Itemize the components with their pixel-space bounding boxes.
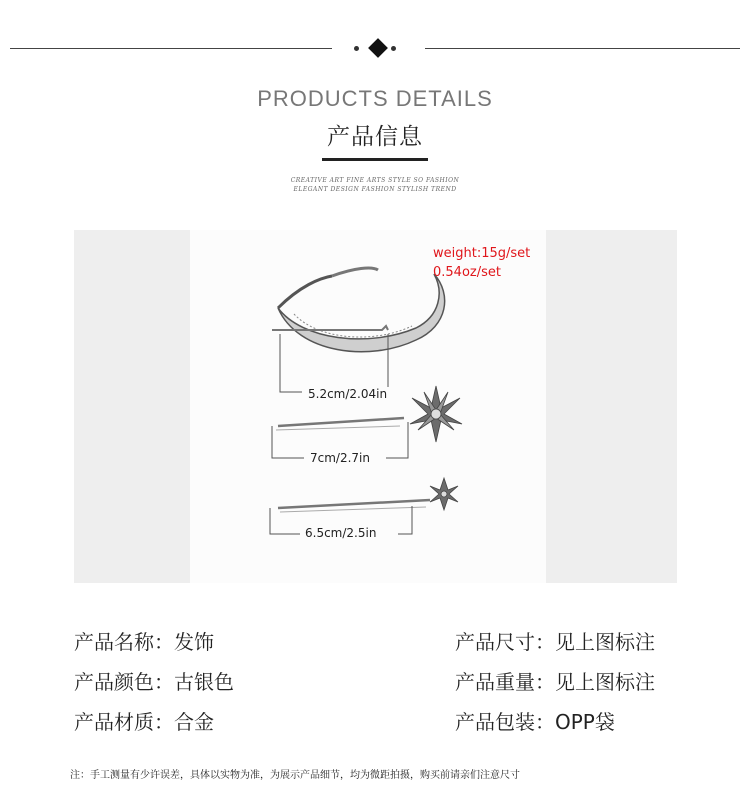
page-title-english: PRODUCTS DETAILS bbox=[257, 86, 493, 111]
divider-line-left bbox=[10, 48, 332, 49]
spec-value: OPP袋 bbox=[555, 710, 615, 734]
weight-label-grams: weight:15g/set bbox=[433, 246, 531, 261]
spec-label: 产品颜色： bbox=[74, 670, 174, 694]
weight-label-ounces: 0.54oz/set bbox=[433, 265, 501, 280]
spec-label: 产品尺寸： bbox=[455, 630, 555, 654]
divider-dot-right bbox=[391, 46, 396, 51]
spec-value: 见上图标注 bbox=[555, 630, 655, 654]
spec-label: 产品重量： bbox=[455, 670, 555, 694]
dimension-label-star-large: 7cm/2.7in bbox=[310, 451, 370, 465]
spec-product-weight bbox=[455, 666, 655, 695]
crescent-hair-clip bbox=[272, 268, 445, 352]
measurement-note: 注：手工测量有少许误差，具体以实物为准，为展示产品细节，均为微距拍摄，购买前请亲们注意尺寸 bbox=[70, 770, 520, 781]
diamond-icon bbox=[368, 38, 388, 58]
spec-product-name bbox=[74, 626, 214, 655]
spec-value: 古银色 bbox=[174, 670, 234, 694]
small-star-hair-pin bbox=[278, 478, 458, 512]
spec-product-package bbox=[455, 706, 615, 735]
dimension-label-crescent: 5.2cm/2.04in bbox=[308, 387, 388, 401]
spec-label: 产品包装： bbox=[455, 710, 555, 734]
decorative-tagline-2: ELEGANT DESIGN FASHION STYLISH TREND bbox=[293, 186, 457, 193]
spec-label: 产品名称： bbox=[74, 630, 174, 654]
spec-label: 产品材质： bbox=[74, 710, 174, 734]
spec-value: 见上图标注 bbox=[555, 670, 655, 694]
page-title-chinese: 产品信息 bbox=[327, 124, 423, 150]
spec-value: 合金 bbox=[174, 710, 214, 734]
spec-value: 发饰 bbox=[174, 630, 214, 654]
dimension-label-star-small: 6.5cm/2.5in bbox=[305, 526, 377, 540]
spec-product-material bbox=[74, 706, 214, 735]
spec-product-color bbox=[74, 666, 234, 695]
divider-line-right bbox=[425, 48, 740, 49]
decorative-tagline-1: CREATIVE ART FINE ARTS STYLE SO FASHION bbox=[290, 177, 460, 184]
divider-dot-left bbox=[354, 46, 359, 51]
title-underline bbox=[322, 158, 428, 161]
spec-product-size bbox=[455, 626, 655, 655]
